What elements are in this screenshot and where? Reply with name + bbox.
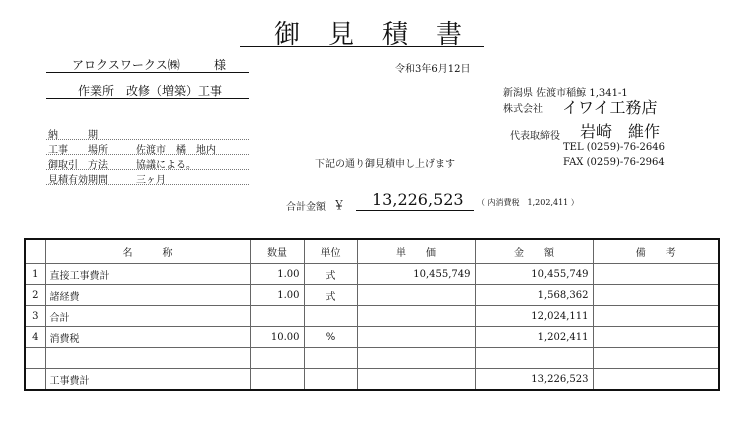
estimate-message: 下記の通り御見積申し上げます [315,159,455,170]
company-tel: TEL (0259)-76-2646 [563,142,665,153]
row-no: 2 [25,285,45,306]
row-unit-price: 10,455,749 [357,264,475,285]
row-unit-price [357,369,475,391]
header-no [25,239,45,264]
row-qty [250,348,304,369]
row-remarks [593,348,719,369]
table-row [25,285,719,306]
title-underline [240,46,484,47]
header-amount: 金 額 [475,239,593,264]
row-amount: 12,024,111 [475,306,593,327]
row-remarks [593,285,719,306]
header-name: 名 称 [45,239,250,264]
row-no: 1 [25,264,45,285]
row-amount: 1,568,362 [475,285,593,306]
table-row [25,369,719,391]
info-value: 三ヶ月 [136,175,166,186]
row-name: 消費税 [45,327,250,348]
row-amount: 1,202,411 [475,327,593,348]
header-unit-price: 単 価 [357,239,475,264]
worksite-name: 作業所 改修（増築）工事 [78,84,223,98]
row-unit [304,369,357,391]
table-row [25,306,719,327]
info-row-location [46,140,249,155]
representative-name: 岩崎 維作 [580,122,661,141]
row-no [25,369,45,391]
row-qty [250,369,304,391]
estimate-table [24,238,720,391]
row-remarks [593,306,719,327]
info-row-validity [46,170,249,185]
info-label: 見積有効期間 [48,175,108,186]
company-fax: FAX (0259)-76-2964 [563,157,665,168]
row-name: 合計 [45,306,250,327]
recipient-suffix: 様 [214,58,227,72]
document-title: 御見積書 [273,20,490,50]
row-amount: 13,226,523 [475,369,593,391]
worksite-underline [46,98,249,99]
header-unit: 単位 [304,239,357,264]
row-remarks [593,264,719,285]
info-label: 工事 場所 [48,145,108,156]
row-qty [250,306,304,327]
row-unit-price [357,306,475,327]
row-name: 直接工事費計 [45,264,250,285]
total-label: 合計金額 [286,202,326,213]
recipient-underline [46,72,249,73]
row-unit-price [357,285,475,306]
row-remarks [593,369,719,391]
row-unit [304,306,357,327]
tax-note: （ 内消費税 1,202,411 ） [477,198,579,207]
info-label: 納 期 [48,130,98,141]
info-value: 佐渡市 橘 地内 [136,145,216,156]
table-header-row [25,239,719,264]
info-row-payment [46,155,249,170]
row-name: 工事費計 [45,369,250,391]
row-unit: 式 [304,285,357,306]
table-row [25,327,719,348]
yen-symbol: ￥ [333,198,346,212]
company-address: 新潟県 佐渡市稲鯨 1,341-1 [503,88,628,99]
row-unit [304,348,357,369]
row-amount [475,348,593,369]
total-amount: 13,226,523 [372,190,464,209]
row-no [25,348,45,369]
row-unit-price [357,348,475,369]
row-name [45,348,250,369]
issue-date: 令和3年6月12日 [395,64,471,75]
company-name: イワイ工務店 [562,98,658,117]
header-remarks: 備 考 [593,239,719,264]
company-type: 株式会社 [503,104,543,115]
recipient-name: アロクスワークス㈱ [72,58,180,72]
row-unit: % [304,327,357,348]
table-row [25,264,719,285]
header-qty: 数量 [250,239,304,264]
row-qty: 1.00 [250,264,304,285]
row-no: 3 [25,306,45,327]
info-value: 協議による。 [136,160,196,171]
representative-title: 代表取締役 [510,131,560,142]
row-unit: 式 [304,264,357,285]
row-amount: 10,455,749 [475,264,593,285]
row-remarks [593,327,719,348]
row-qty: 1.00 [250,285,304,306]
row-unit-price [357,327,475,348]
row-qty: 10.00 [250,327,304,348]
total-underline [356,210,474,211]
row-no: 4 [25,327,45,348]
row-name: 諸経費 [45,285,250,306]
info-label: 御取引 方法 [48,160,108,171]
info-row-delivery [46,125,249,140]
table-row [25,348,719,369]
